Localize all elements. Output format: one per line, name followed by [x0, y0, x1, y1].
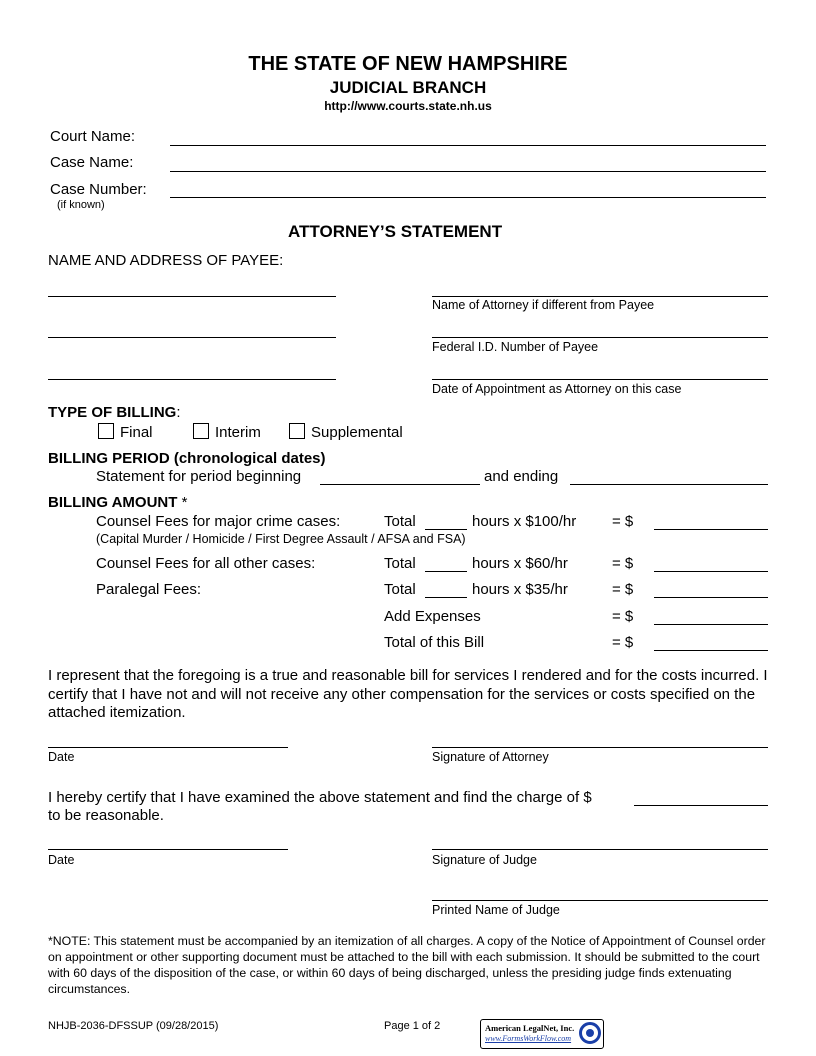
- billing-amount-heading: [48, 494, 187, 511]
- judge-printed-name-label: Printed Name of Judge: [432, 903, 560, 917]
- major-crime-equals: = $: [612, 513, 634, 530]
- supplemental-checkbox[interactable]: [289, 423, 305, 439]
- major-crime-rate: hours x $100/hr: [472, 513, 577, 530]
- add-expenses-equals: = $: [612, 608, 634, 625]
- attorney-certification: I represent that the foregoing is a true and reasonable bill for services I rendered and for the costs incurred. I certify that I have not and will not receive any other compensation for the services or costs specified on the attached itemization.: [48, 667, 768, 721]
- major-crime-hours-field[interactable]: [425, 529, 467, 530]
- major-crime-amount-field[interactable]: [654, 529, 768, 530]
- judge-certification-line1: I hereby certify that I have examined the above statement and find the charge of $: [48, 789, 592, 806]
- if-known-note: (if known): [57, 199, 105, 211]
- period-beginning-field[interactable]: [320, 484, 480, 485]
- case-number-field[interactable]: [170, 197, 766, 198]
- case-name-field[interactable]: [170, 171, 766, 172]
- total-bill-field[interactable]: [654, 650, 768, 651]
- paralegal-amount-field[interactable]: [654, 597, 768, 598]
- billing-type-heading-text: TYPE OF BILLING: [48, 404, 177, 421]
- judge-certification-line2: to be reasonable.: [48, 807, 164, 824]
- judge-date-label: Date: [48, 853, 75, 867]
- total-bill-label: Total of this Bill: [384, 634, 485, 651]
- other-cases-equals: = $: [612, 555, 634, 572]
- interim-label: Interim: [215, 424, 261, 441]
- other-cases-total-label: Total: [384, 555, 416, 572]
- billing-amount-heading-text: BILLING AMOUNT: [48, 494, 178, 511]
- globe-seal-icon: [579, 1022, 601, 1044]
- court-name-label: Court Name:: [50, 128, 136, 145]
- total-bill-equals: = $: [612, 634, 634, 651]
- page-title: ATTORNEY’S STATEMENT: [288, 222, 503, 241]
- case-name-label: Case Name:: [50, 154, 134, 171]
- logo-company-name: American LegalNet, Inc.: [485, 1023, 575, 1033]
- billing-period-heading: BILLING PERIOD (chronological dates): [48, 450, 326, 467]
- payee-address-line-3[interactable]: [48, 379, 336, 380]
- paralegal-rate: hours x $35/hr: [472, 581, 568, 598]
- paralegal-total-label: Total: [384, 581, 416, 598]
- major-crime-note: (Capital Murder / Homicide / First Degree Assault / AFSA and FSA): [96, 532, 466, 546]
- major-crime-total-label: Total: [384, 513, 416, 530]
- period-ending-field[interactable]: [570, 484, 768, 485]
- billing-amount-asterisk: *: [181, 494, 188, 511]
- attorney-name-field[interactable]: [432, 296, 768, 297]
- period-ending-label: and ending: [484, 468, 559, 485]
- paralegal-label: Paralegal Fees:: [96, 581, 202, 598]
- other-cases-label: Counsel Fees for all other cases:: [96, 555, 316, 572]
- appointment-date-label: Date of Appointment as Attorney on this case: [432, 382, 682, 396]
- judge-signature-label: Signature of Judge: [432, 853, 537, 867]
- billing-type-heading: [48, 404, 181, 421]
- federal-id-field[interactable]: [432, 337, 768, 338]
- attorney-date-label: Date: [48, 750, 75, 764]
- form-id: NHJB-2036-DFSSUP (09/28/2015): [48, 1020, 219, 1032]
- supplemental-label: Supplemental: [311, 424, 403, 441]
- billing-type-colon: :: [176, 404, 181, 421]
- billing-option-supplemental[interactable]: [289, 423, 403, 441]
- judge-signature-field[interactable]: [432, 849, 768, 850]
- billing-option-interim[interactable]: [193, 423, 261, 441]
- add-expenses-label: Add Expenses: [384, 608, 481, 625]
- page-number: Page 1 of 2: [384, 1020, 441, 1032]
- branch-title: JUDICIAL BRANCH: [329, 78, 487, 97]
- other-cases-rate: hours x $60/hr: [472, 555, 568, 572]
- state-title: THE STATE OF NEW HAMPSHIRE: [248, 53, 568, 75]
- payee-heading: NAME AND ADDRESS OF PAYEE:: [48, 252, 284, 269]
- payee-address-line-2[interactable]: [48, 337, 336, 338]
- add-expenses-field[interactable]: [654, 624, 768, 625]
- attorney-date-field[interactable]: [48, 747, 288, 748]
- case-number-label: Case Number:: [50, 181, 147, 198]
- judge-charge-amount-field[interactable]: [634, 805, 768, 806]
- final-checkbox[interactable]: [98, 423, 114, 439]
- logo-url[interactable]: www.FormsWorkFlow.com: [485, 1034, 572, 1043]
- attorney-signature-field[interactable]: [432, 747, 768, 748]
- court-name-field[interactable]: [170, 145, 766, 146]
- period-beginning-label: Statement for period beginning: [96, 468, 302, 485]
- billing-option-final[interactable]: [98, 423, 153, 441]
- paralegal-equals: = $: [612, 581, 634, 598]
- appointment-date-field[interactable]: [432, 379, 768, 380]
- payee-address-line-1[interactable]: [48, 296, 336, 297]
- judge-date-field[interactable]: [48, 849, 288, 850]
- attorney-name-label: Name of Attorney if different from Payee: [432, 298, 655, 312]
- american-legalnet-logo[interactable]: [480, 1019, 604, 1049]
- federal-id-label: Federal I.D. Number of Payee: [432, 340, 599, 354]
- final-label: Final: [120, 424, 153, 441]
- judge-printed-name-field[interactable]: [432, 900, 768, 901]
- major-crime-label: Counsel Fees for major crime cases:: [96, 513, 341, 530]
- footnote: *NOTE: This statement must be accompanied by an itemization of all charges. A copy of the Notice of Appointment of Counsel order on appointment or other supporting document must be attached to the bill with each submission. It should be submitted to the court with 60 days of the disposition of the case, or within 60 days of being discharged, unless the presiding judge finds extenuating circumstances.: [48, 934, 766, 996]
- attorney-signature-label: Signature of Attorney: [432, 750, 549, 764]
- paralegal-hours-field[interactable]: [425, 597, 467, 598]
- interim-checkbox[interactable]: [193, 423, 209, 439]
- other-cases-hours-field[interactable]: [425, 571, 467, 572]
- court-url: http://www.courts.state.nh.us: [324, 99, 492, 113]
- other-cases-amount-field[interactable]: [654, 571, 768, 572]
